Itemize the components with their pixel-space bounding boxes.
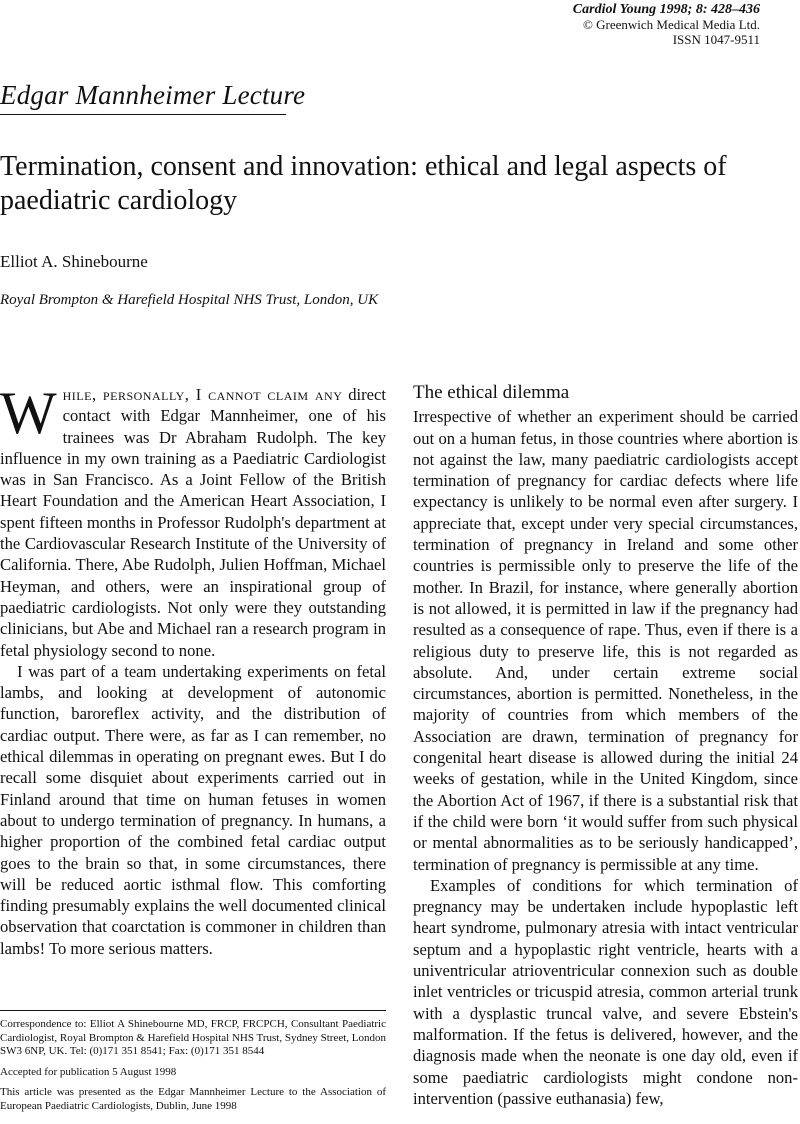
journal-citation: Cardiol Young 1998; 8: 428–436 [572,2,760,17]
left-column [0,380,386,959]
accepted-date: Accepted for publication 5 August 1998 [0,1065,177,1078]
body-paragraph: Irrespective of whether an experiment should be carried out on a human fetus, in those countries where abortion is not against the law, many paediatric cardiologists accept termination of pregnancy for cardiac defects where life expectancy is unlikely to be normal even after surgery. I appreciate that, except under very special circumstances, termination of pregnancy in Ireland and some other countries is permissible only to preserve the life of the mother. In Brazil, for instance, where generally abortion is not allowed, it is permitted in law if the pregnancy had resulted as a consequence of rape. Thus, even if there is a religious duty to preserve life, this is not regarded as absolute. And, under certain extreme social circumstances, abortion is permitted. Nonetheless, in the majority of countries from which members of the Association are drawn, termination of pregnancy for congenital heart disease is allowed during the initial 24 weeks of gestation, while in the United Kingdom, since the Abortion Act of 1967, if there is a substantial risk that if the child were born ‘it would suffer from such physical or mental abnormalities as to be seriously handicapped’, termination of pregnancy is permissible at any time. [413,407,798,874]
opening-text: direct contact with Edgar Mannheimer, one of his trainees was Dr Abraham Rudolph. The key influence in my own training as a Paediatric Cardiologist was in San Francisco. As a Joint Fellow of the British Heart Foundation and the American Heart Association, I spent fifteen months in Professor Rudolph's department at the Cardiovascular Research Institute of the University of California. There, Abe Rudolph, Julien Hoffman, Michael Heyman, and others, were an inspirational group of paediatric cardiologists. Not only were they outstanding clinicians, but Abe and Michael ran a research program in fetal physiology second to none. [0,385,386,660]
drop-cap: W [0,380,57,446]
footnote-divider [0,1010,386,1011]
opening-smallcaps: hile, personally, I cannot claim any [62,385,343,404]
body-paragraph: I was part of a team undertaking experiments on fetal lambs, and looking at development of autonomic function, baroreflex activity, and the distribution of cardiac output. There were, as far as I can remember, no ethical dilemmas in operating on pregnant ewes. But I do recall some disquiet about experiments carried out in Finland around that time on human fetuses in women about to undergo termination of pregnancy. In humans, a higher proportion of the combined fetal cardiac output goes to the brain so that, in some circumstances, there will be reduced aortic isthmal flow. This comforting finding presumably explains the well documented clinical observation that coarctation is commoner in children than lambs! To more serious matters. [0,661,386,958]
copyright-line: © Greenwich Medical Media Ltd. [582,17,760,32]
section-heading: The ethical dilemma [413,382,570,403]
correspondence-note: Correspondence to: Elliot A Shinebourne MD, FRCP, FRCPCH, Consultant Paediatric Cardiologist, Royal Brompton & Harefield Hospital NHS Trust, Sydney Street, London SW3 6NP, UK. Tel: (0)171 351 8541; Fax: (0)171 351 8544 [0,1018,386,1057]
lecture-series-heading: Edgar Mannheimer Lecture [0,80,306,110]
body-paragraph: Examples of conditions for which termination of pregnancy may be undertaken include hypoplastic left heart syndrome, pulmonary atresia with intact ventricular septum and a hypoplastic right ventricle, hearts with a univentricular atrioventricular connexion such as double inlet ventricles or tricuspid atresia, common arterial trunk with a dysplastic truncal valve, and severe Ebstein's malformation. If the fetus is delivered, however, and the diagnosis made when the neonate is one day old, even if some paediatric cardiologists might condone non-intervention (passive euthanasia) few, [413,875,798,1108]
presentation-note: This article was presented as the Edgar Mannheimer Lecture to the Association of European Paediatric Cardiologists, Dublin, June 1998 [0,1086,386,1112]
author-affiliation: Royal Brompton & Harefield Hospital NHS Trust, London, UK [0,292,379,308]
series-divider [0,114,286,115]
opening-paragraph [0,380,386,661]
author-name: Elliot A. Shinebourne [0,252,148,271]
right-column [413,382,798,1109]
footnotes [0,1018,386,1120]
article-title: Termination, consent and innovation: ethical and legal aspects of paediatric cardiology [0,151,727,216]
issn-line: ISSN 1047-9511 [672,32,760,47]
journal-masthead [573,2,760,47]
